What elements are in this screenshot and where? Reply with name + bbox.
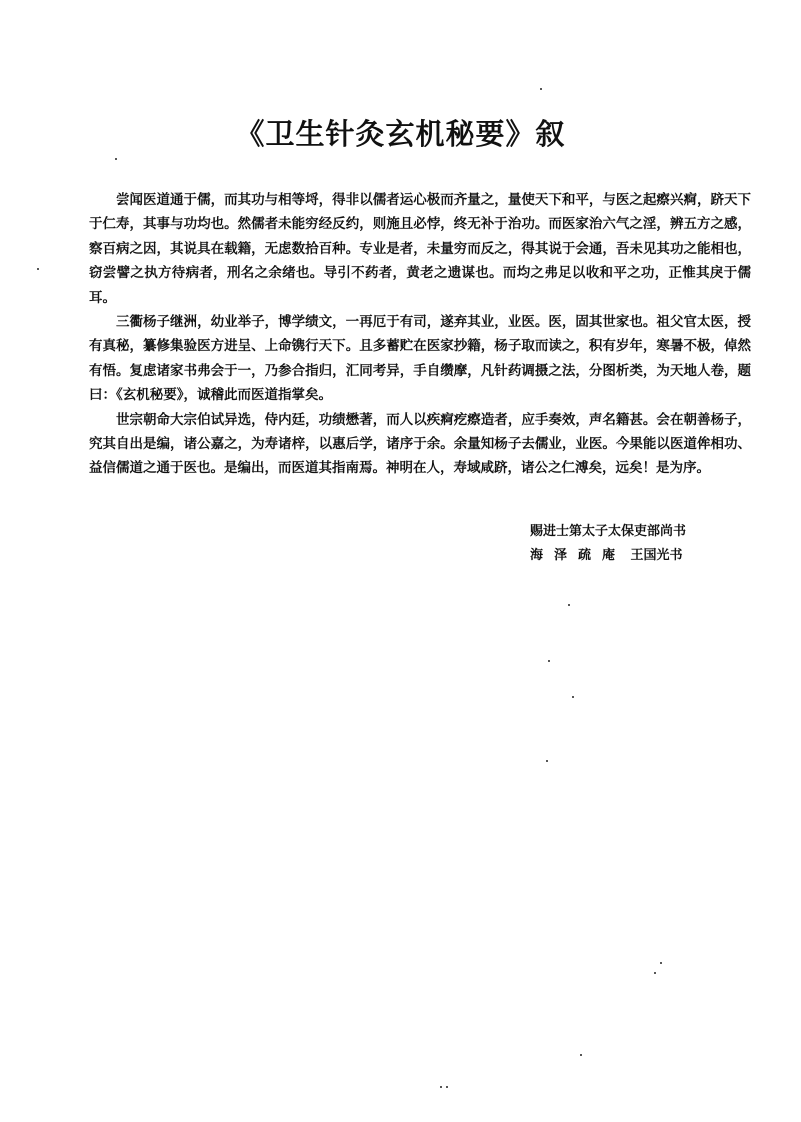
scan-speck [546, 760, 548, 762]
scan-speck [660, 962, 662, 964]
paragraph: 尝闻医道通于儒，而其功与相等埒，得非以儒者运心极而齐量之，量使天下和平，与医之起瘵兴痾，跻天下于仁寿，其事与功均也。然儒者未能穷经反约，则施且必悖，终无补于治功。而医家治六气之淫，辨五方之感，察百病之因，其说具在载籍，无虑数拾百种。专业是者，未量穷而反之，得其说于会通，吾未见其功之能相也，窃尝譬之执方待病者，刑名之余绪也。导引不药者，黄老之遗谋也。而均之弗足以收和平之功，正惟其戾于儒耳。 [89, 192, 751, 306]
signature-name: 王国光书 [630, 548, 683, 563]
signature-block [530, 520, 780, 568]
scan-speck [580, 1054, 582, 1056]
scan-speck [548, 660, 550, 662]
scan-speck [37, 268, 39, 270]
scan-speck [568, 604, 570, 606]
scan-speck [540, 88, 542, 90]
scan-speck [654, 972, 656, 974]
signature-title: 赐进士第太子太保吏部尚书 [530, 524, 687, 539]
scan-speck [115, 158, 117, 160]
signature-place: 海泽疏庵 [530, 548, 627, 563]
scan-speck [446, 1086, 448, 1088]
scan-speck [440, 1086, 442, 1088]
page-title: 《卫生针灸玄机秘要》叙 [235, 117, 566, 151]
paragraph: 世宗朝命大宗伯试异选，侍内廷，功绩懋著，而人以疾痾疙瘵造者，应手奏效，声名籍甚。会在朝善杨子，究其自出是编，诸公嘉之，为寿诸梓，以惠后学，诸序于余。余量知杨子去儒业，业医。今果能以医道侔相功、益信儒道之通于医也。是编出，而医道其指南焉。神明在人，寿域咸跻，诸公之仁溥矣，远矣！是为序。 [89, 411, 751, 477]
preface-body [89, 188, 751, 481]
paragraph: 三衢杨子继洲，幼业举子，博学绩文，一再厄于有司，遂弃其业，业医。医，固其世家也。祖父官太医，授有真秘，纂修集验医方进呈、上命镌行天下。且多蓄贮在医家抄籍，杨子取而读之，积有岁年，寒暑不极，倬然有悟。复虑诸家书弗会于一，乃参合指归，汇同考异，手自缵摩，凡针药调摄之法，分图析类，为天地人卷，题曰：《玄机秘要》，诚稽此而医道指掌矣。 [89, 314, 751, 404]
signature-name-line [530, 544, 780, 568]
scan-speck [572, 696, 574, 698]
